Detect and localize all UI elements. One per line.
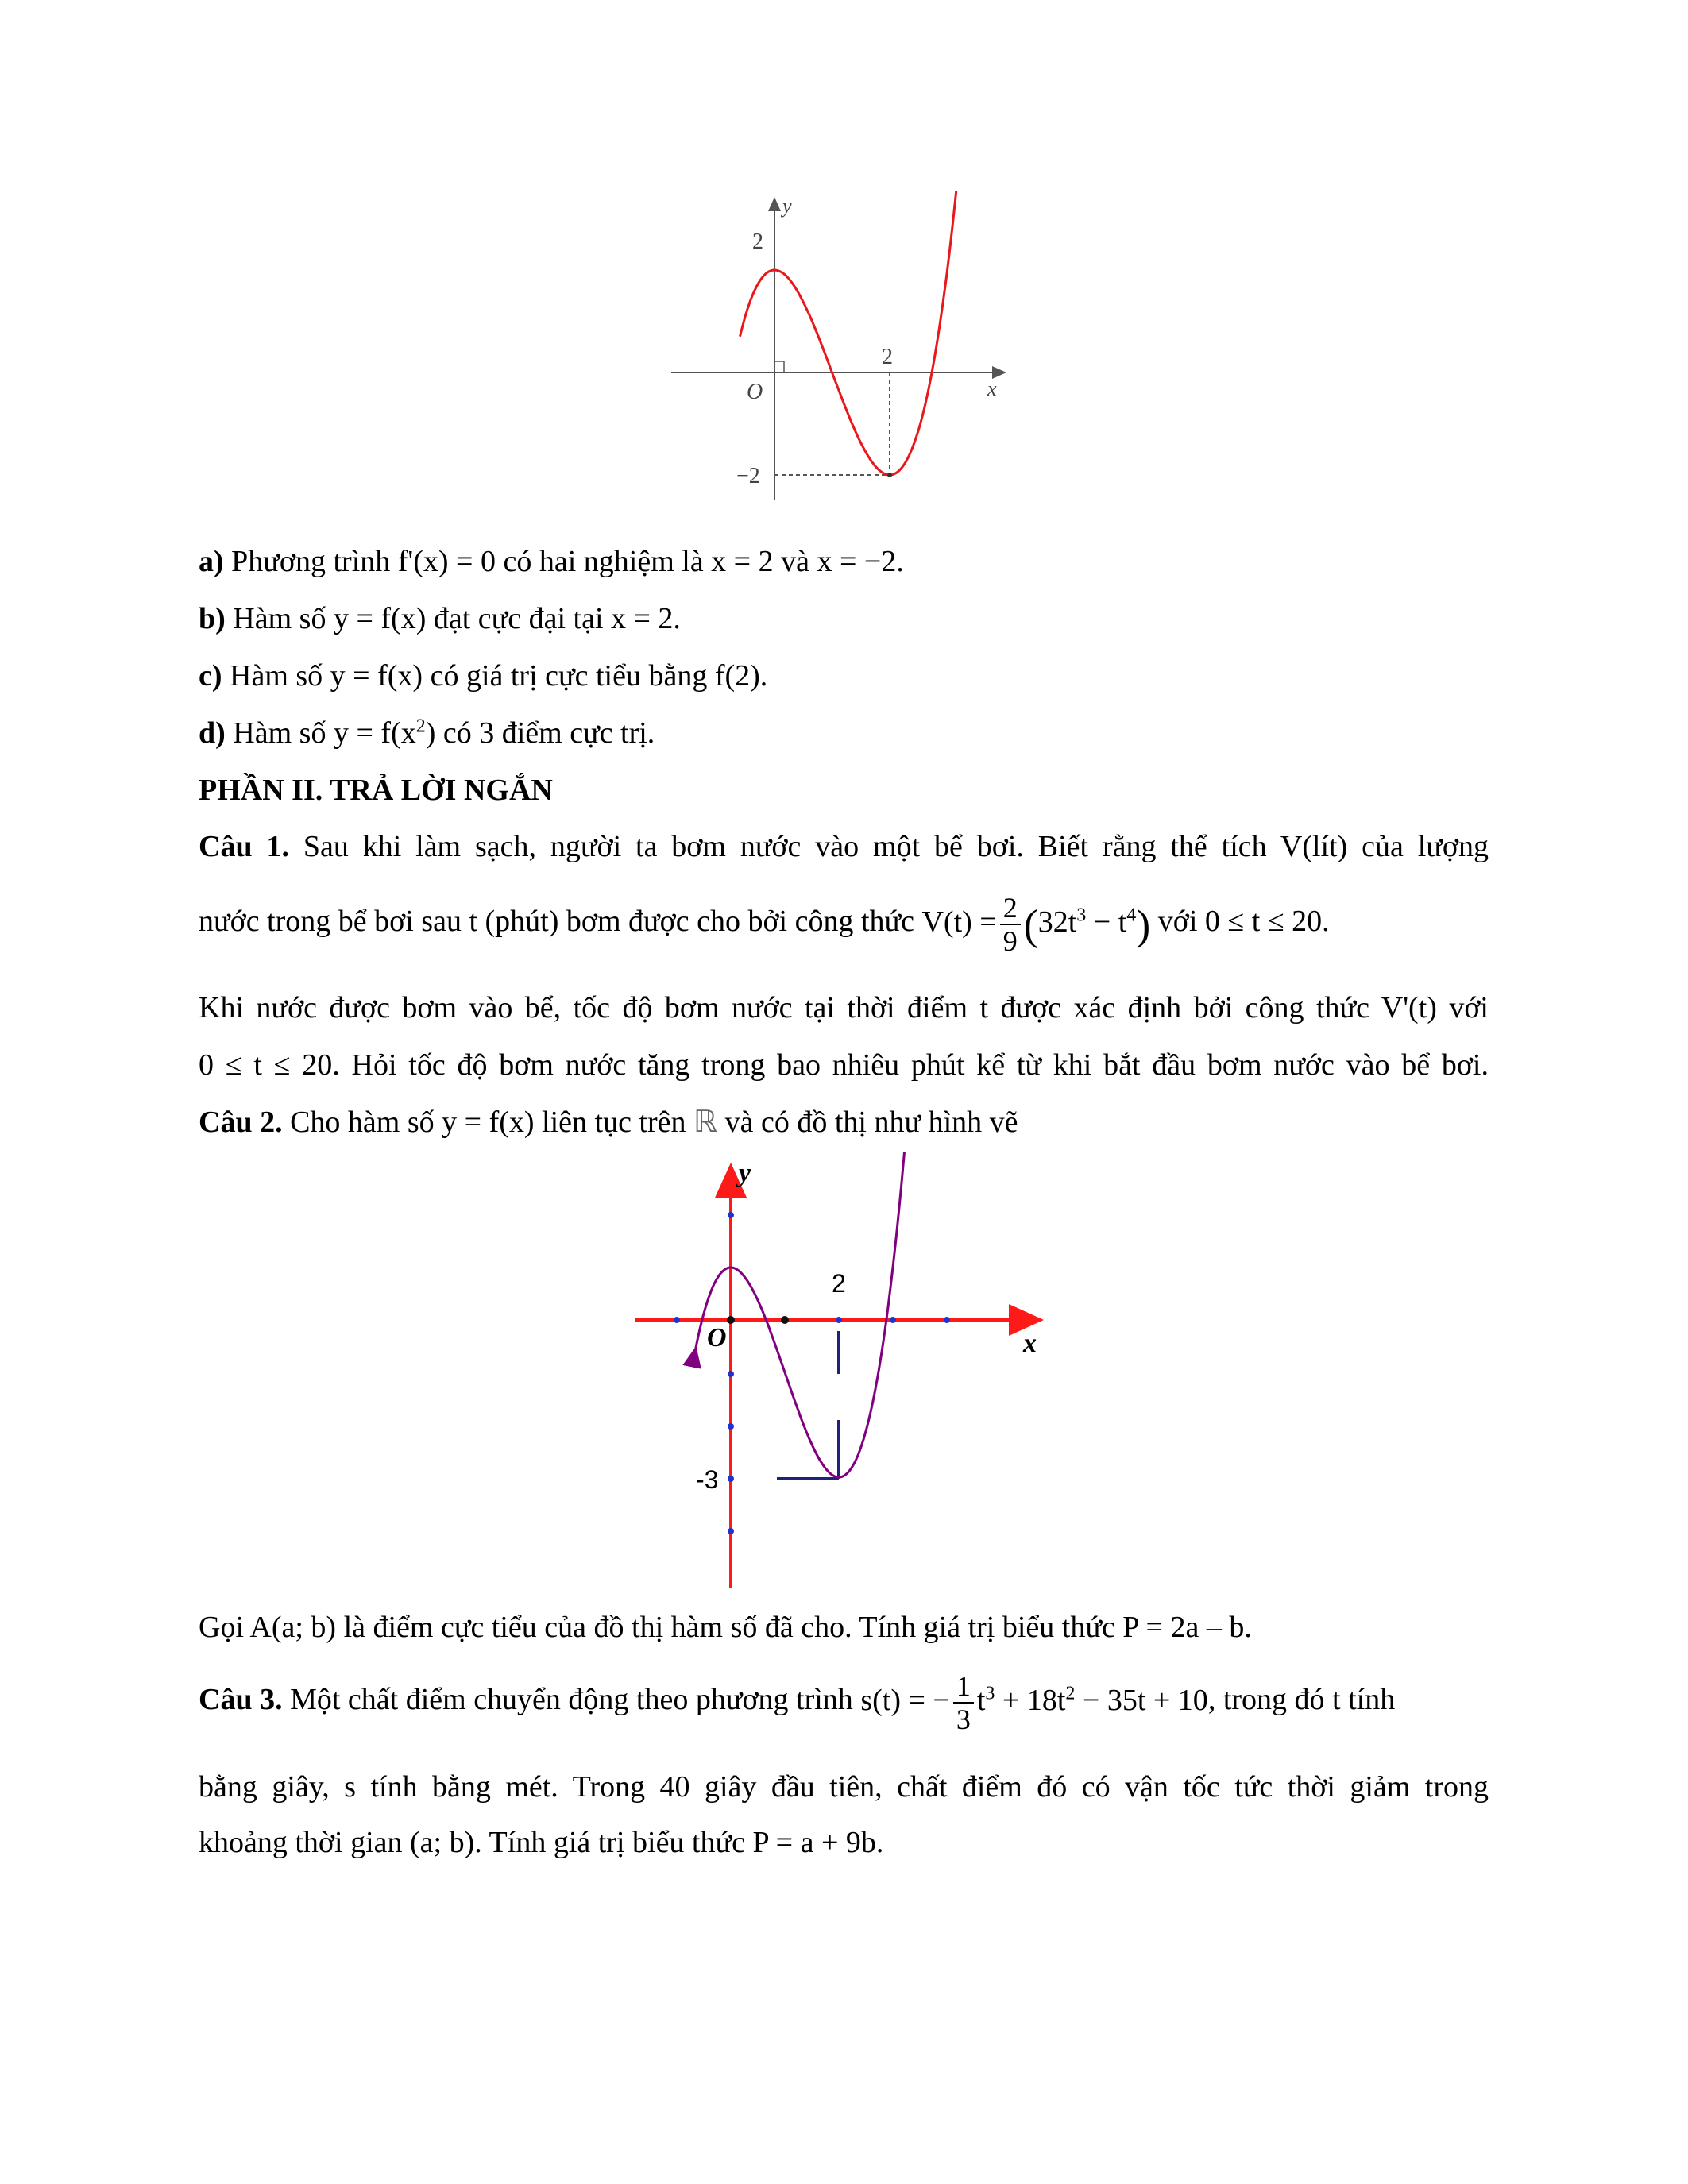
y-axis-label: y (739, 1159, 751, 1188)
x-axis-label: x (1023, 1329, 1037, 1358)
tick-y-bottom: −2 (736, 464, 760, 488)
tick-dot (944, 1317, 950, 1323)
option-b (199, 600, 681, 638)
tick-dot (728, 1371, 734, 1377)
tick-dot (728, 1528, 734, 1534)
q2-label: Câu 2. (199, 1106, 283, 1139)
tick-x-label: 2 (832, 1269, 846, 1298)
option-d (199, 714, 655, 752)
q1-line2 (199, 889, 1330, 958)
q3-line3: khoảng thời gian (a; b). Tính giá trị biểu thức P = a + 9b. (199, 1826, 884, 1859)
origin-label: O (707, 1323, 727, 1352)
y-axis-label: y (782, 195, 792, 218)
graph-cubic-1 (663, 191, 1013, 508)
q2-question: Gọi A(a; b) là điểm cực tiểu của đồ thị hàm số đã cho. Tính giá trị biểu thức P = 2a – b. (199, 1611, 1252, 1644)
q1-line3: Khi nước được bơm vào bể, tốc độ bơm nước tại thời điểm t được xác định bởi công thức V'(t) với (199, 991, 1489, 1024)
option-d-text-before: Hàm số y = f(x (225, 716, 416, 750)
option-d-text-after: ) có 3 điểm cực trị. (425, 716, 655, 750)
x-axis-label: x (987, 377, 997, 400)
q1-line2-pre: nước trong bể bơi sau t (phút) bơm được cho bởi công thức (199, 905, 922, 938)
tick-dot (728, 1423, 734, 1430)
q1-formula: V(t) = $\frac{2}{9}$ $(32t^3 - t^4)$ (921, 892, 1151, 958)
origin-dot (727, 1316, 735, 1324)
tick-y-top: 2 (752, 230, 763, 254)
tick-dot (836, 1317, 842, 1323)
option-b-text: Hàm số y = f(x) đạt cực đại tại x = 2. (225, 602, 681, 635)
origin-label: O (747, 380, 763, 404)
curve-f (740, 191, 979, 475)
graph-cubic-2 (628, 1152, 1056, 1596)
q1-formula-lhs: V(t) = (921, 905, 997, 940)
option-c-text: Hàm số y = f(x) có giá trị cực tiểu bằng f(2). (222, 659, 768, 693)
tick-dot (890, 1317, 896, 1323)
q1-line1 (199, 828, 1489, 866)
q1-line1-text: Sau khi làm sạch, người ta bơm nước vào một bể bơi. Biết rằng thể tích V(lít) của lượng (288, 830, 1489, 863)
option-a-label: a) (199, 545, 224, 578)
root-dot (781, 1316, 789, 1324)
q1-line4: 0 ≤ t ≤ 20. Hỏi tốc độ bơm nước tăng trong bao nhiêu phút kể từ khi bắt đầu bơm nước vào bể bơi. (199, 1048, 1489, 1082)
tick-y-label: -3 (696, 1465, 719, 1494)
section-title: PHẦN II. TRẢ LỜI NGẮN (199, 774, 553, 807)
q3-line2: bằng giây, s tính bằng mét. Trong 40 giây đầu tiên, chất điểm đó có vận tốc tức thời giảm trong (199, 1770, 1489, 1804)
right-angle-mark (774, 361, 784, 372)
q3-label: Câu 3. (199, 1683, 283, 1716)
q3-formula: s(t) = − $\frac{1}{3}$ $t^3 + 18t^2 - 35t + 10$ (860, 1670, 1208, 1736)
q1-line2-post: với 0 ≤ t ≤ 20. (1157, 905, 1330, 938)
option-a-text: Phương trình f'(x) = 0 có hai nghiệm là x = 2 và x = −2. (223, 545, 904, 578)
q3-line1: Câu 3. Một chất điểm chuyển động theo phương trình s(t) = − $\frac{1}{3}$ $t^3 + 18t^2 - 35t + 10$, trong đó t tính (199, 1668, 1395, 1731)
tick-dot (674, 1317, 680, 1323)
q1-formula-fraction: $\frac{2}{9}$ (1000, 892, 1021, 957)
q1-label: Câu 1. (199, 830, 289, 863)
option-c-label: c) (199, 659, 222, 693)
option-a (199, 542, 904, 581)
option-b-label: b) (199, 602, 226, 635)
q2-line1: Câu 2. Cho hàm số y = f(x) liên tục trên ℝ và có đồ thị như hình vẽ (199, 1104, 1018, 1139)
tick-x: 2 (882, 345, 893, 369)
point-min (887, 473, 892, 477)
reals-symbol: ℝ (693, 1104, 718, 1139)
tick-dot (728, 1476, 734, 1482)
option-c (199, 657, 767, 695)
tick-dot (728, 1212, 734, 1218)
option-d-sup: 2 (415, 716, 426, 737)
option-d-label: d) (199, 716, 226, 750)
